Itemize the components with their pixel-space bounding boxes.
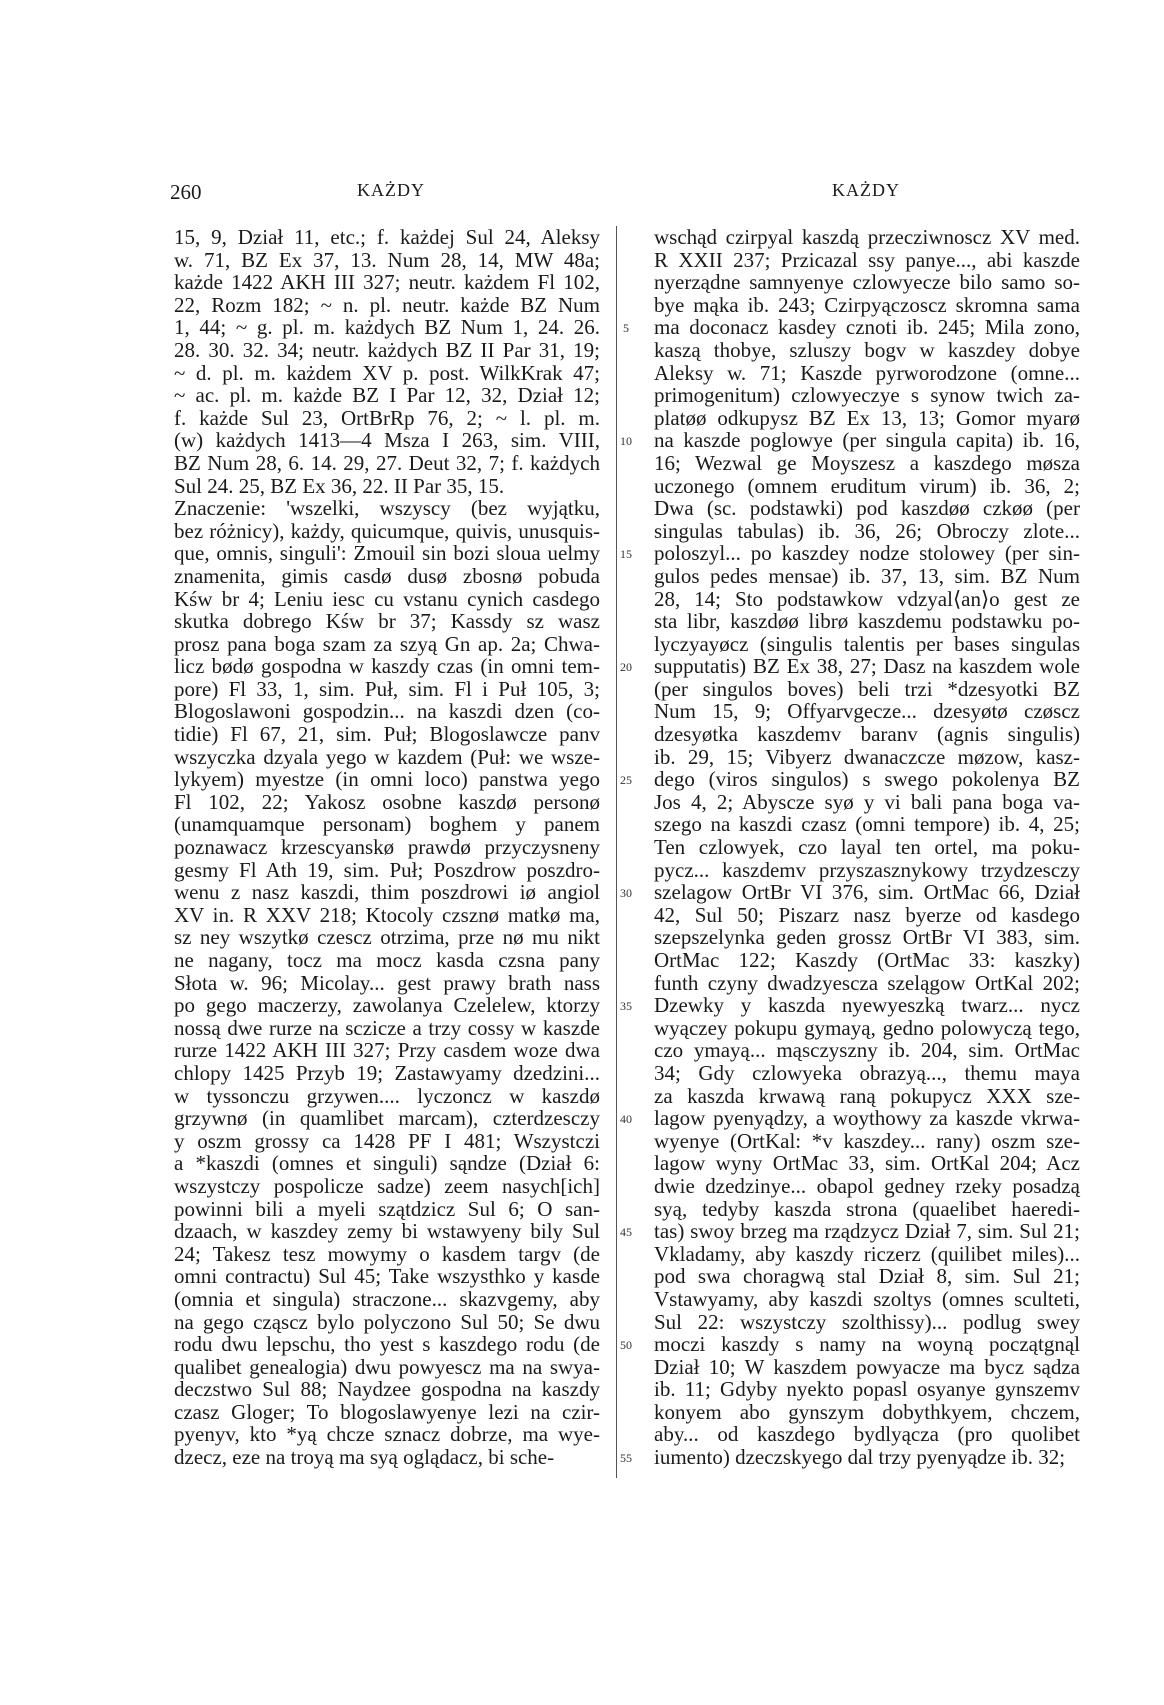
text-line: funth czyny dwadzyescza szelągow OrtKal 202; bbox=[654, 970, 1080, 995]
text-line: w. 71, BZ Ex 37, 13. Num 28, 14, MW 48a; bbox=[174, 247, 600, 272]
text-line: rodu dwu lepschu, tho yest s kaszdego rodu (de bbox=[174, 1332, 600, 1357]
text-line: Znaczenie: 'wszelki, wszyscy (bez wyjątku, bbox=[174, 496, 600, 521]
text-line: czasz Gloger; To blogoslawyenye lezi na czir- bbox=[174, 1399, 600, 1424]
text-line: (omnia et singula) straczone... skazvgemy, aby bbox=[174, 1286, 600, 1311]
text-line: Sul 24. 25, BZ Ex 36, 22. II Par 35, 15. bbox=[174, 473, 505, 498]
text-line: bez różnicy), każdy, quicumque, quivis, unusquis- bbox=[174, 518, 600, 543]
text-line: 16; Wezwal ge Moyszesz a kaszdego møsza bbox=[654, 450, 1080, 475]
text-line: aby... od kaszdego bydlyącza (pro quolibet bbox=[654, 1422, 1080, 1447]
text-line: f. każde Sul 23, OrtBrRp 76, 2; ~ l. pl. m. bbox=[174, 405, 600, 430]
text-line: 28. 30. 32. 34; neutr. każdych BZ II Par 31, 19; bbox=[174, 337, 600, 362]
text-line: omni contractu) Sul 45; Take wszysthko y kasde bbox=[174, 1264, 600, 1289]
line-number: 35 bbox=[620, 999, 632, 1014]
text-line: tas) swoy brzeg ma rządzycz Dział 7, sim. Sul 21; bbox=[654, 1219, 1080, 1244]
text-line: powinni bili a myeli szątdzicz Sul 6; O san- bbox=[174, 1196, 600, 1221]
text-line: 15, 9, Dział 11, etc.; f. każdej Sul 24, Aleksy bbox=[174, 225, 600, 249]
text-line: lyczyayøcz (singulis talentis per bases singulas bbox=[654, 631, 1080, 656]
text-line: poloszyl... po kaszdey nodze stolowey (per sin- bbox=[654, 541, 1080, 566]
text-line: tidie) Fl 67, 21, sim. Puł; Blogoslawcze panv bbox=[174, 722, 600, 747]
text-line: każde 1422 AKH III 327; neutr. każdem Fl 102, bbox=[174, 270, 600, 295]
right-text-column bbox=[654, 226, 1080, 1469]
text-line: supputatis) BZ Ex 38, 27; Dasz na kaszdem wole bbox=[654, 654, 1080, 679]
text-line: deczstwo Sul 88; Naydzee gospodna na kaszdy bbox=[174, 1377, 600, 1402]
text-line: pycz... kaszdemv przyszasznykowy trzydzesczy bbox=[654, 857, 1080, 882]
text-line: 22, Rozm 182; ~ n. pl. neutr. każde BZ Num bbox=[174, 292, 600, 317]
text-line: dzaach, w kaszdey zemy bi wstawyeny bily Sul bbox=[174, 1219, 600, 1244]
text-line: znamenita, gimis casdø dusø zbosnø pobuda bbox=[174, 563, 600, 588]
text-line: Dzewky y kaszda nyewyeszką twarz... nycz bbox=[654, 993, 1080, 1018]
text-line: sta libr, kaszdøø librø kaszdemu podstawku po- bbox=[654, 609, 1080, 634]
line-number: 20 bbox=[620, 660, 632, 675]
text-line: Num 15, 9; Offyarvgecze... dzesyøtø czøscz bbox=[654, 699, 1080, 724]
line-number: 10 bbox=[620, 434, 632, 449]
text-line: za kaszda krwawą raną pokupycz XXX sze- bbox=[654, 1083, 1080, 1108]
text-line: gulos pedes mensae) ib. 37, 13, sim. BZ Num bbox=[654, 563, 1080, 588]
text-line: nossą dwe rurze na sczicze a trzy cossy w kaszde bbox=[174, 1015, 600, 1040]
text-line: szego na kaszdi czasz (omni tempore) ib. 4, 25; bbox=[654, 812, 1080, 837]
text-line: wyączey pokupu gymayą, gedno polowyczą tego, bbox=[654, 1015, 1080, 1040]
column-divider bbox=[616, 226, 617, 1478]
text-line: Vkladamy, aby kaszdy riczerz (quilibet miles)... bbox=[654, 1241, 1080, 1266]
text-line: dzesyøtka kaszdemv baranv (agnis singulis) bbox=[654, 722, 1080, 747]
text-line: lagow pyenyądzy, a woythowy za kaszde vkrwa- bbox=[654, 1106, 1080, 1131]
text-line: pod swa choragwą stal Dział 8, sim. Sul 21; bbox=[654, 1264, 1080, 1289]
text-line: sz ney wszytkø czescz otrzima, prze nø mu nikt bbox=[174, 925, 600, 950]
text-line: (unamquamque personam) boghem y panem bbox=[174, 812, 600, 837]
text-line: wschąd czirpyal kaszdą przecziwnoscz XV med. bbox=[654, 225, 1080, 249]
text-line: prosz pana boga szam za szyą Gn ap. 2a; Chwa- bbox=[174, 631, 600, 656]
text-line: skutka dobrego Kśw br 37; Kassdy sz wasz bbox=[174, 609, 600, 634]
left-text-column bbox=[174, 226, 600, 1469]
text-line: lagow wyny OrtMac 33, sim. OrtKal 204; Acz bbox=[654, 1151, 1080, 1176]
text-line: pore) Fl 33, 1, sim. Puł, sim. Fl i Puł 105, 3; bbox=[174, 676, 600, 701]
text-line: ~ d. pl. m. każdem XV p. post. WilkKrak 47; bbox=[174, 360, 600, 385]
text-line: kaszą thobye, szluszy bogv w kaszdey dobye bbox=[654, 337, 1080, 362]
text-line: 42, Sul 50; Piszarz nasz byerze od kasdego bbox=[654, 902, 1080, 927]
text-line: chlopy 1425 Przyb 19; Zastawyamy dzedzini... bbox=[174, 1060, 600, 1085]
text-line: licz bødø gospodna w kaszdy czas (in omni tem- bbox=[174, 654, 600, 679]
text-line: dwie dzedzinye... obapol gedney rzeky posadzą bbox=[654, 1173, 1080, 1198]
text-line: dego (viros singulos) s swego pokolenya BZ bbox=[654, 767, 1080, 792]
text-line: wyenye (OrtKal: *v kaszdey... rany) oszm sze- bbox=[654, 1128, 1080, 1153]
text-line: Blogoslawoni gospodzin... na kaszdi dzen (co- bbox=[174, 699, 600, 724]
text-line: que, omnis, singuli': Zmouil sin bozi sloua uelmy bbox=[174, 541, 600, 566]
text-line: nyerządne samnyenye czlowyecze bilo samo so- bbox=[654, 270, 1080, 295]
text-line: ~ ac. pl. m. każde BZ I Par 12, 32, Dział 12; bbox=[174, 383, 600, 408]
text-line: lykyem) myestze (in omni loco) panstwa yego bbox=[174, 767, 600, 792]
text-line: a *kaszdi (omnes et singuli) sąndze (Dział 6: bbox=[174, 1151, 600, 1176]
text-line: 1, 44; ~ g. pl. m. każdych BZ Num 1, 24. 26. bbox=[174, 315, 600, 340]
line-number: 30 bbox=[620, 886, 632, 901]
text-line: Jos 4, 2; Abyscze syø y vi bali pana boga va- bbox=[654, 789, 1080, 814]
text-line: grzywnø (in quamlibet marcam), czterdzesczy bbox=[174, 1106, 600, 1131]
text-line: iumento) dzeczskyego dal trzy pyenyądze ib. 32; bbox=[654, 1445, 1066, 1470]
text-line: platøø odkupysz BZ Ex 13, 13; Gomor myarø bbox=[654, 405, 1080, 430]
text-line: bye mąka ib. 243; Czirpyączoscz skromna sama bbox=[654, 292, 1080, 317]
text-line: XV in. R XXV 218; Ktocoly czsznø matkø ma, bbox=[174, 902, 600, 927]
line-number: 45 bbox=[620, 1225, 632, 1240]
line-number: 40 bbox=[620, 1112, 632, 1127]
running-head-left: KAŻDY bbox=[357, 180, 425, 200]
text-line: (w) każdych 1413—4 Msza I 263, sim. VIII, bbox=[174, 428, 600, 453]
text-line: Aleksy w. 71; Kaszde pyrworodzone (omne... bbox=[654, 360, 1080, 385]
text-line: BZ Num 28, 6. 14. 29, 27. Deut 32, 7; f. każdych bbox=[174, 450, 600, 475]
text-line: szelagow OrtBr VI 376, sim. OrtMac 66, Dział bbox=[654, 880, 1080, 905]
text-line: na kaszde poglowye (per singula capita) ib. 16, bbox=[654, 428, 1080, 453]
text-line: 34; Gdy czlowyeka obrazyą..., themu maya bbox=[654, 1060, 1080, 1085]
text-line: czo ymayą... mąsczyszny ib. 204, sim. OrtMac bbox=[654, 1038, 1080, 1063]
text-line: singulas tabulas) ib. 36, 26; Obroczy zlote... bbox=[654, 518, 1080, 543]
text-line: wszystczy pospolicze sadze) zeem nasych[ich] bbox=[174, 1173, 600, 1198]
text-line: dzecz, eze na troyą ma syą oglądacz, bi sche- bbox=[174, 1445, 555, 1470]
text-line: wenu z nasz kaszdi, thim poszdrowi iø angiol bbox=[174, 880, 600, 905]
text-line: 24; Takesz tesz mowymy o kasdem targv (de bbox=[174, 1241, 600, 1266]
line-number: 50 bbox=[620, 1338, 632, 1353]
text-line: Fl 102, 22; Yakosz osobne kaszdø personø bbox=[174, 789, 600, 814]
running-head-right: KAŻDY bbox=[832, 180, 900, 200]
line-number: 5 bbox=[623, 321, 629, 336]
text-line: primogenitum) czlowyeczye s synow twich za- bbox=[654, 383, 1080, 408]
text-line: (per singulos boves) beli trzi *dzesyotki BZ bbox=[654, 676, 1080, 701]
text-line: szepszelynka geden grossz OrtBr VI 383, sim. bbox=[654, 925, 1080, 950]
page-number: 260 bbox=[170, 180, 202, 204]
text-line: ma doconacz kasdey cznoti ib. 245; Mila zono, bbox=[654, 315, 1080, 340]
text-line: moczi kaszdy s namy na woyną początgnąl bbox=[654, 1332, 1080, 1357]
line-number: 25 bbox=[620, 773, 632, 788]
text-line: OrtMac 122; Kaszdy (OrtMac 33: kaszky) bbox=[654, 948, 1080, 972]
text-line: Sul 22: wszystczy szolthissy)... podlug swey bbox=[654, 1309, 1080, 1334]
text-line: qualibet genealogia) dwu powyescz ma na swya- bbox=[174, 1354, 600, 1379]
text-line: po gego maczerzy, zawolanya Czelelew, ktorzy bbox=[174, 993, 600, 1018]
text-line: uczonego (omnem eruditum virum) ib. 36, 2; bbox=[654, 473, 1080, 498]
text-line: wszyczka dzyala yego w kazdem (Puł: we wsze- bbox=[174, 744, 600, 769]
text-line: rurze 1422 AKH III 327; Przy casdem woze dwa bbox=[174, 1038, 600, 1063]
text-line: y oszm grossy ca 1428 PF I 481; Wszystczi bbox=[174, 1128, 600, 1153]
text-line: gesmy Fl Ath 19, sim. Puł; Poszdrow poszdro- bbox=[174, 857, 600, 882]
text-line: Kśw br 4; Leniu iesc cu vstanu cynich casdego bbox=[174, 586, 600, 611]
text-line: na gego cząscz bylo polyczono Sul 50; Se dwu bbox=[174, 1309, 600, 1334]
text-line: ne nagany, tocz ma mocz kasda czsna pany bbox=[174, 948, 600, 972]
text-line: ib. 11; Gdyby nyekto popasl osyanye gynszemv bbox=[654, 1377, 1080, 1402]
text-line: w tyssonczu grzywen.... lyczoncz w kaszdø bbox=[174, 1083, 600, 1108]
text-line: Dział 10; W kaszdem powyacze ma bycz sądza bbox=[654, 1354, 1080, 1379]
text-line: Ten czlowyek, czo layal ten ortel, ma poku- bbox=[654, 835, 1080, 860]
text-line: Vstawyamy, aby kaszdi szoltys (omnes sculteti, bbox=[654, 1286, 1080, 1311]
text-line: poznawacz krzescyanskø prawdø przyczysneny bbox=[174, 835, 600, 860]
text-line: Dwa (sc. podstawki) pod kaszdøø czkøø (per bbox=[654, 496, 1080, 521]
line-number: 55 bbox=[620, 1451, 632, 1466]
text-line: pyenyv, kto *yą chcze sznacz dobrze, ma wye- bbox=[174, 1422, 600, 1447]
text-line: konyem abo gynszym dobythkyem, chczem, bbox=[654, 1399, 1080, 1424]
text-line: 28, 14; Sto podstawkow vdzyal⟨an⟩o gest ze bbox=[654, 586, 1080, 611]
text-line: R XXII 237; Przicazal ssy panye..., abi kaszde bbox=[654, 247, 1080, 272]
line-number: 15 bbox=[620, 547, 632, 562]
text-line: syą, tedyby kaszda strona (quaelibet haeredi- bbox=[654, 1196, 1080, 1221]
text-line: ib. 29, 15; Vibyerz dwanaczcze møzow, kasz- bbox=[654, 744, 1080, 769]
text-line: Słota w. 96; Micolay... gest prawy brath nass bbox=[174, 970, 600, 995]
